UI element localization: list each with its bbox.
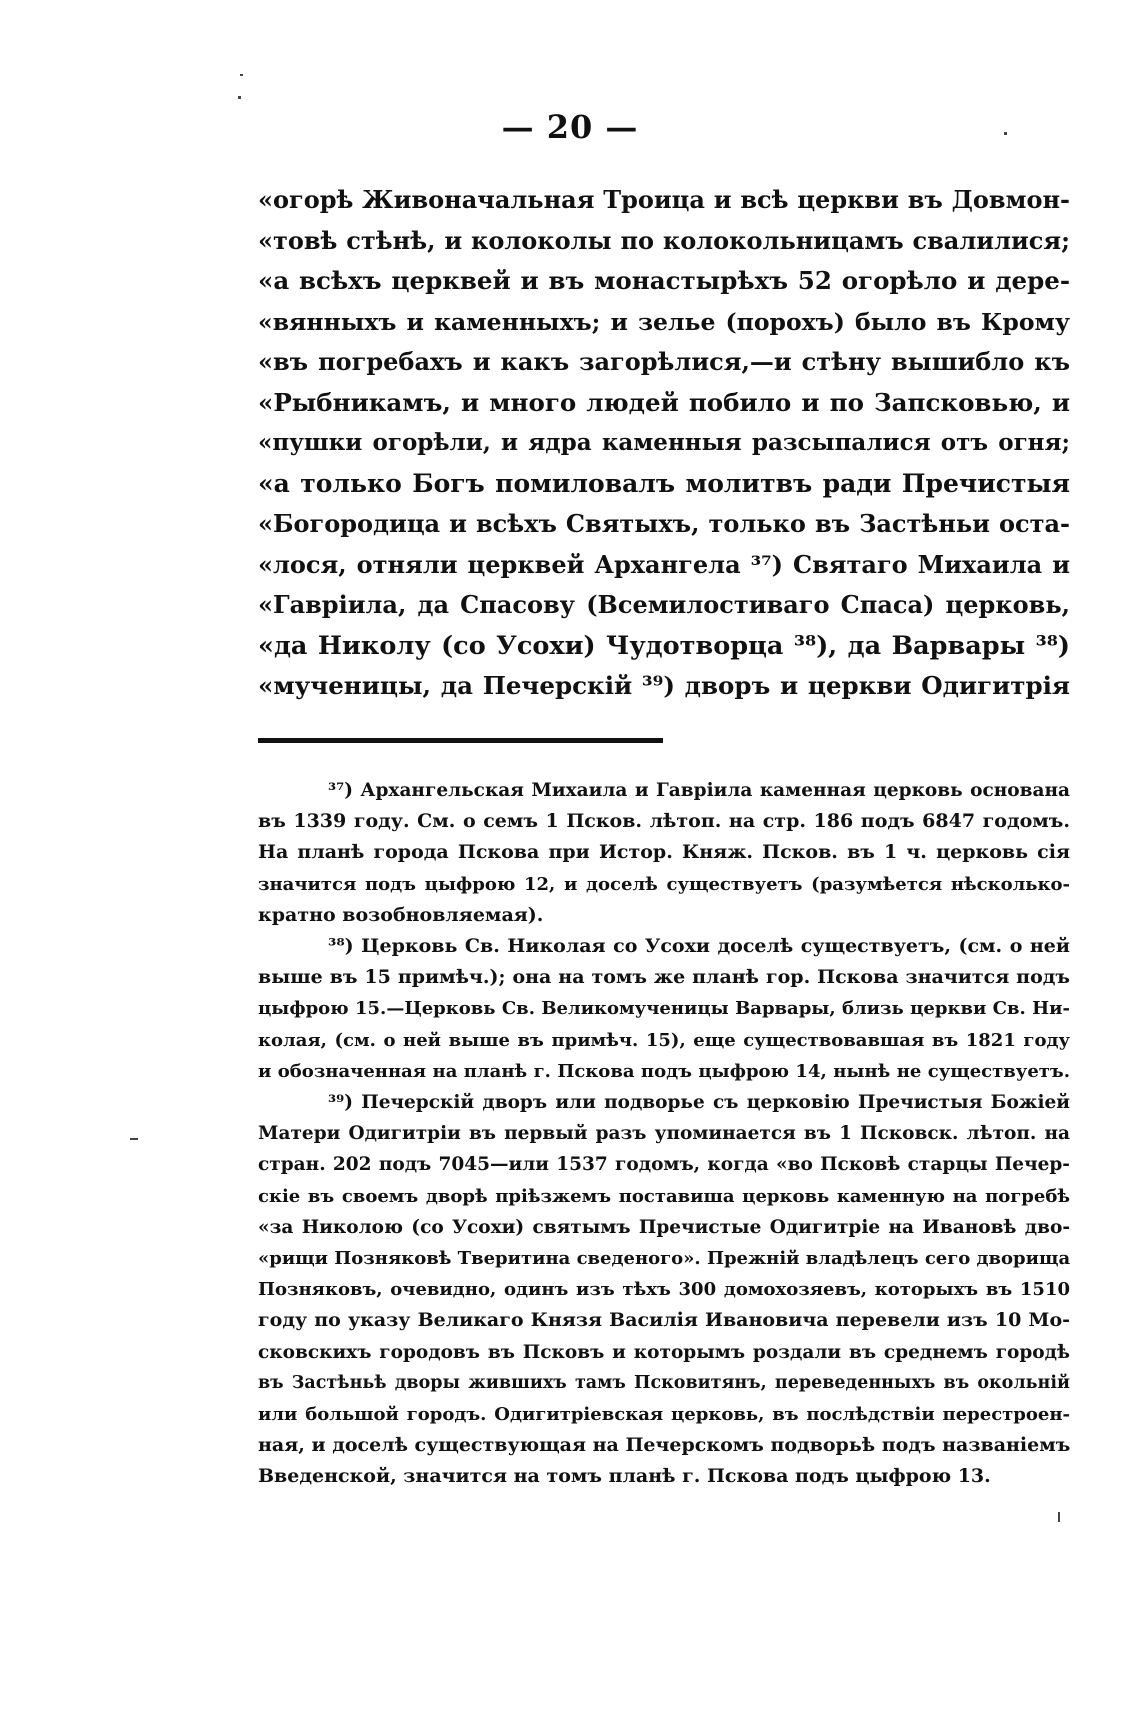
footnote-39	[258, 1087, 1070, 1493]
footnote-37	[258, 775, 1070, 931]
text-line: «Богородица и всѣхъ Святыхъ, только въ Застѣньи оста-	[258, 509, 1070, 538]
footnote-line: колая, (см. о ней выше въ примѣч. 15), еще существовавшая въ 1821 году	[258, 1029, 1070, 1051]
footnote-line: стран. 202 подъ 7045—или 1537 годомъ, когда «во Псковѣ старцы Печер-	[258, 1154, 1070, 1176]
page-number: — 20 —	[501, 108, 639, 146]
text-line: «да Николу (со Усохи) Чудотворца ³⁸), да Варвары ³⁸)	[258, 630, 1070, 661]
footnote-line: ³⁸) Церковь Св. Николая со Усохи доселѣ существуетъ, (см. о ней	[328, 935, 1070, 958]
footnote-divider	[258, 738, 663, 743]
footnote-line: или большой городъ. Одигитріевская церковь, въ послѣдствіи перестроен-	[258, 1404, 1070, 1426]
footnote-line: кратно возобновляемая).	[258, 903, 544, 926]
text-line: «вянныхъ и каменныхъ; и зелье (порохъ) было въ Крому	[258, 307, 1070, 336]
footnote-line: въ 1339 году. См. о семъ 1 Псков. лѣтоп. на стр. 186 подъ 6847 годомъ.	[258, 810, 1070, 833]
print-speck	[240, 74, 243, 76]
footnote-line: цыфрою 15.—Церковь Св. Великомученицы Варвары, близь церкви Св. Ни-	[258, 998, 1070, 1020]
print-speck	[1058, 1512, 1060, 1522]
footnote-line: сковскихъ городовъ въ Псковъ и которымъ роздали въ среднемъ городѣ	[258, 1341, 1070, 1363]
text-line: «а только Богъ помиловалъ молитвъ ради Пречистыя	[258, 468, 1070, 498]
text-line: «товѣ стѣнѣ, и колоколы по колокольницамъ свалилися;	[258, 225, 1070, 255]
text-line: «пушки огорѣли, и ядра каменныя разсыпалися отъ огня;	[258, 429, 1070, 456]
text-line: «Рыбникамъ, и много людей побило и по Запсковью, и	[258, 387, 1070, 417]
footnotes	[258, 775, 1070, 1493]
footnote-line: ная, и доселѣ существующая на Печерскомъ подворьѣ подъ названіемъ	[258, 1434, 1071, 1457]
footnote-line: Матери Одигитріи въ первый разъ упоминается въ 1 Псковск. лѣтоп. на	[258, 1123, 1070, 1145]
footnote-line: и обозначенная на планѣ г. Пскова подъ цыфрою 14, нынѣ не существуетъ.	[258, 1060, 1070, 1082]
text-line: «Гавріила, да Спасову (Всемилостиваго Спаса) церковь,	[258, 590, 1070, 619]
text-line: «огорѣ Живоначальная Троица и всѣ церкви въ Довмон-	[258, 185, 1070, 214]
footnote-38	[258, 931, 1070, 1087]
footnote-line: въ Застѣньѣ дворы жившихъ тамъ Псковитянъ, переведенныхъ въ окольній	[258, 1372, 1070, 1393]
text-line: «лося, отняли церквей Архангела ³⁷) Святаго Михаила и	[258, 549, 1070, 579]
text-line: «въ погребахъ и какъ загорѣлися,—и стѣну вышибло къ	[258, 347, 1070, 376]
main-text	[258, 180, 1070, 707]
footnote-line: «за Николою (со Усохи) святымъ Пречистые Одигитріе на Ивановѣ дво-	[258, 1216, 1070, 1238]
print-speck	[238, 96, 241, 99]
print-speck	[130, 1138, 138, 1140]
footnote-line: На планѣ города Пскова при Истор. Княж. Псков. въ 1 ч. церковь сія	[258, 841, 1070, 864]
text-line: «мученицы, да Печерскій ³⁹) дворъ и церкви Одигитрія	[258, 671, 1070, 700]
footnote-line: выше въ 15 примѣч.); она на томъ же планѣ гор. Пскова значится подъ	[258, 966, 1070, 989]
footnote-line: значится подъ цыфрою 12, и доселѣ существуетъ (разумѣется нѣсколько-	[258, 873, 1070, 895]
footnote-line: «рищи Позняковѣ Тверитина сведеного». Прежній владѣлецъ сего дворища	[258, 1248, 1071, 1270]
footnote-line: ³⁹) Печерскій дворъ или подворье съ церковію Пречистыя Божіей	[328, 1092, 1070, 1114]
footnote-line: Введенской, значится на томъ планѣ г. Пскова подъ цыфрою 13.	[258, 1465, 991, 1488]
footnote-line: Позняковъ, очевидно, одинъ изъ тѣхъ 300 домохозяевъ, которыхъ въ 1510	[258, 1279, 1070, 1301]
footnote-line: году по указу Великаго Князя Василія Ивановича перевели изъ 10 Мо-	[258, 1309, 1070, 1332]
text-line: «а всѣхъ церквей и въ монастырѣхъ 52 огорѣло и дере-	[258, 266, 1070, 295]
footnote-line: ³⁷) Архангельская Михаила и Гавріила каменная церковь основана	[328, 780, 1070, 801]
footnote-line: скіе въ своемъ дворѣ пріѣзжемъ поставиша церковь каменную на погребѣ	[258, 1185, 1070, 1207]
